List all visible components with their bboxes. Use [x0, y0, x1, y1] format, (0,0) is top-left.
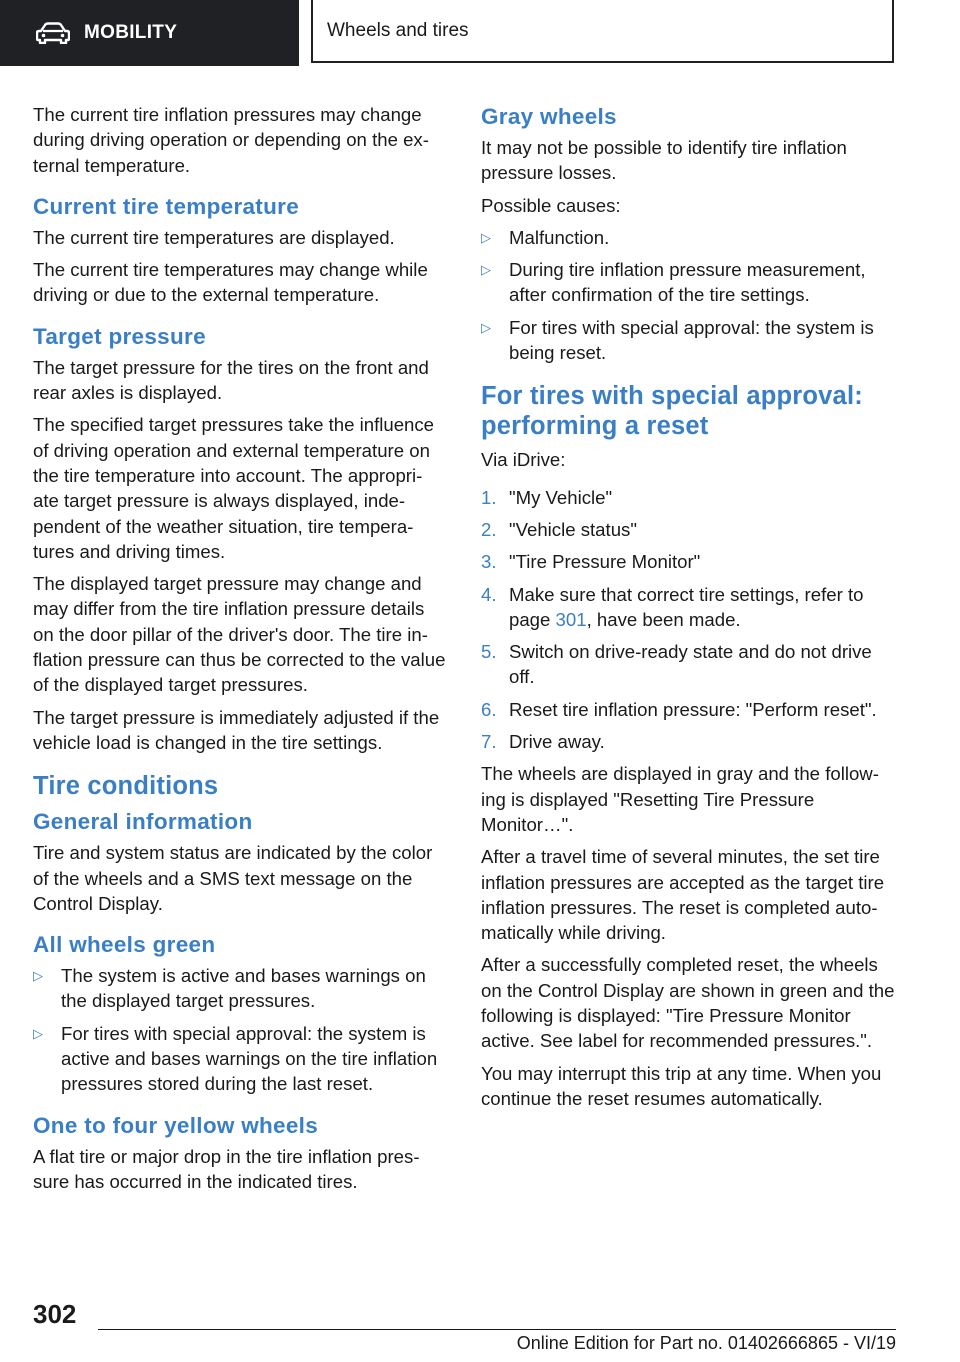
heading-performing-reset: For tires with special approval: performing a reset	[481, 382, 863, 441]
reset-steps	[481, 485, 897, 755]
left-column	[33, 102, 447, 1201]
list-item: 4. Make sure that correct tire settings, refer to page 301, have been made.	[481, 583, 864, 630]
page-number: 302	[33, 1299, 77, 1329]
page-link[interactable]: 301	[555, 608, 587, 630]
heading-general-information: General information	[33, 809, 253, 835]
heading-gray-wheels: Gray wheels	[481, 104, 617, 129]
right-column	[481, 102, 897, 1118]
step-number: 1.	[481, 486, 497, 508]
page-header	[0, 0, 960, 66]
list-item: 6. Reset tire inflation pressure: "Perform reset".	[481, 697, 897, 722]
car-icon	[36, 22, 70, 44]
list-item: 5. Switch on drive-ready state and do not drive off.	[481, 641, 872, 688]
section-tab	[0, 0, 299, 66]
page-footer	[0, 1295, 960, 1362]
list-item: ▷ The system is active and bases warnings on the displayed target pressures.	[33, 965, 426, 1012]
paragraph: Possible causes:	[481, 194, 621, 216]
step-number: 7.	[481, 731, 497, 753]
paragraph: A flat tire or major drop in the tire inflation pres‐ sure has occurred in the indicated tires.	[33, 1145, 420, 1192]
heading-current-tire-temperature: Current tire temperature	[33, 193, 300, 219]
paragraph: Tire and system status are indicated by the color of the wheels and a SMS text message on the Control Display.	[33, 842, 433, 914]
list-item: ▷ During tire inflation pressure measurement, after confirmation of the tire settings.	[481, 259, 866, 306]
paragraph: After a travel time of several minutes, the set tire inflation pressures are accepted as the target tire inflation pressures. The reset is completed auto‐ matically while driving.	[481, 846, 885, 944]
paragraph: The wheels are displayed in gray and the follow‐ ing is displayed "Resetting Tire Pressure Monitor…".	[481, 763, 879, 835]
paragraph: The current tire temperatures are displayed.	[33, 226, 395, 248]
paragraph: You may interrupt this trip at any time. When you continue the reset resumes automatically.	[481, 1062, 882, 1109]
triangle-bullet-icon: ▷	[481, 229, 491, 245]
intro-paragraph: The current tire inflation pressures may change during driving operation or depending on the ex‐ ternal temperature.	[33, 104, 429, 176]
triangle-bullet-icon: ▷	[33, 968, 43, 984]
paragraph: The target pressure for the tires on the front and rear axles is displayed.	[33, 356, 429, 404]
paragraph: Via iDrive:	[481, 449, 566, 471]
list-item: ▷ For tires with special approval: the system is active and bases warnings on the tire inflation pressures stored during the last reset.	[33, 1022, 438, 1095]
chapter-title: Wheels and tires	[327, 19, 469, 41]
list-item: ▷ For tires with special approval: the system is being reset.	[481, 316, 874, 364]
heading-target-pressure: Target pressure	[33, 323, 206, 349]
list-item: 7. Drive away.	[481, 729, 897, 754]
paragraph: The target pressure is immediately adjusted if the vehicle load is changed in the tire settings.	[33, 706, 440, 753]
footer-divider	[98, 1329, 896, 1330]
heading-yellow-wheels: One to four yellow wheels	[33, 1112, 319, 1138]
causes-list	[481, 225, 897, 365]
paragraph: The specified target pressures take the influence of driving operation and external temperature on the tire temperature into account. The appropri‐ ate target pressure is always displayed, inde‐ pendent of the weather situation, tire tempera‐ tures and driving times.	[33, 414, 435, 562]
heading-all-wheels-green: All wheels green	[33, 932, 216, 958]
list-item: 2. "Vehicle status"	[481, 517, 897, 542]
step-number: 2.	[481, 518, 497, 540]
green-list	[33, 963, 447, 1096]
section-label: MOBILITY	[84, 22, 178, 43]
paragraph: The displayed target pressure may change and may differ from the tire inflation pressure details on the door pillar of the driver's door. The tire in‐ flation pressure can thus be corrected to the value of the displayed target pressures.	[33, 573, 446, 696]
paragraph: After a successfully completed reset, the wheels on the Control Display are shown in green and the following is displayed: "Tire Pressure Monitor active. See label for recommended pressures.".	[481, 954, 895, 1052]
step-number: 4.	[481, 583, 497, 605]
list-item: 3. "Tire Pressure Monitor"	[481, 549, 897, 574]
step-number: 3.	[481, 551, 497, 573]
triangle-bullet-icon: ▷	[33, 1025, 43, 1041]
triangle-bullet-icon: ▷	[481, 262, 491, 278]
list-item: 1. "My Vehicle"	[481, 485, 897, 510]
paragraph: It may not be possible to identify tire inflation pressure losses.	[481, 137, 847, 184]
triangle-bullet-icon: ▷	[481, 319, 491, 335]
step-number: 5.	[481, 641, 497, 663]
paragraph: The current tire temperatures may change while driving or due to the external temperature.	[33, 259, 428, 306]
step-number: 6.	[481, 698, 497, 720]
list-item: ▷ Malfunction.	[481, 225, 897, 250]
edition-text: Online Edition for Part no. 01402666865 - VI/19	[516, 1333, 896, 1353]
heading-tire-conditions: Tire conditions	[33, 772, 219, 801]
chapter-title-box	[311, 0, 894, 63]
